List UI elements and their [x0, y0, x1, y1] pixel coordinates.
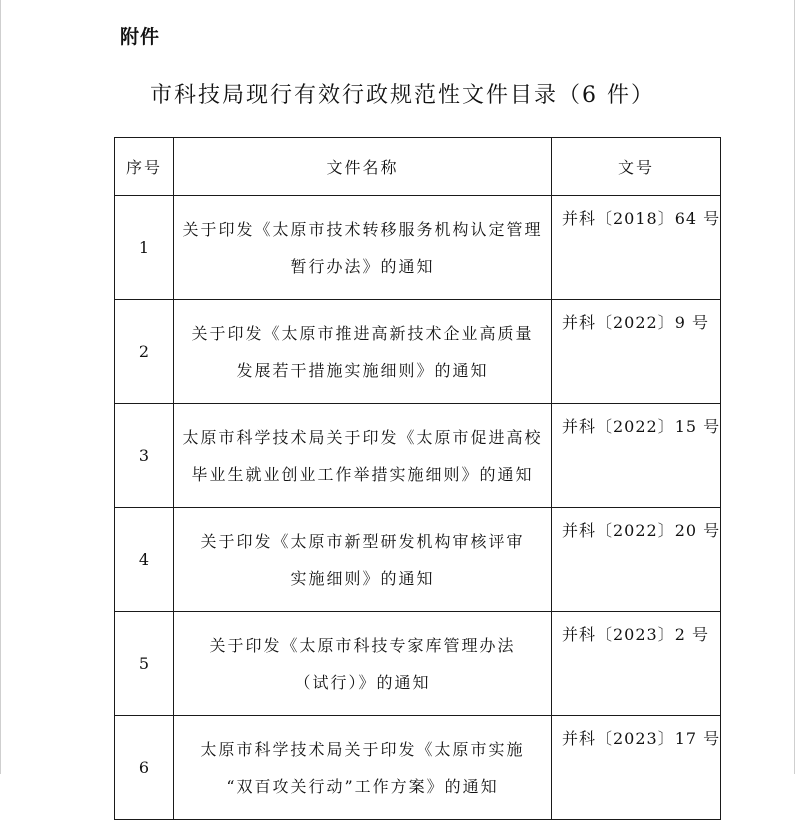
document-name-line: 实施细则》的通知	[290, 568, 435, 588]
table-header-row	[115, 138, 721, 196]
document-name-line: 毕业生就业创业工作举措实施细则》的通知	[191, 464, 534, 484]
row-document-name	[174, 508, 552, 612]
table-row	[115, 508, 721, 612]
header-serial-number: 序号	[115, 138, 174, 196]
document-name-line: 太原市科学技术局关于印发《太原市促进高校	[182, 427, 543, 447]
row-serial-number: 1	[115, 196, 174, 300]
table-row	[115, 716, 721, 820]
document-name-line: “双百攻关行动”工作方案》的通知	[226, 776, 499, 796]
row-serial-number: 5	[115, 612, 174, 716]
header-document-name: 文件名称	[174, 138, 552, 196]
row-document-code: 并科〔2022〕20 号	[552, 508, 721, 612]
row-serial-number: 4	[115, 508, 174, 612]
row-serial-number: 2	[115, 300, 174, 404]
row-document-code: 并科〔2022〕15 号	[552, 404, 721, 508]
row-document-code: 并科〔2023〕2 号	[552, 612, 721, 716]
row-document-code: 并科〔2023〕17 号	[552, 716, 721, 820]
document-name-line: 暂行办法》的通知	[290, 256, 435, 276]
document-name-line: 太原市科学技术局关于印发《太原市实施	[200, 739, 525, 759]
document-name-line: 关于印发《太原市科技专家库管理办法	[209, 635, 516, 655]
document-name-line: 发展若干措施实施细则》的通知	[236, 360, 489, 380]
row-serial-number: 6	[115, 716, 174, 820]
page-title: 市科技局现行有效行政规范性文件目录（6 件）	[150, 83, 655, 108]
document-name-line: （试行）》的通知	[294, 672, 431, 692]
row-document-code: 并科〔2022〕9 号	[552, 300, 721, 404]
table-row	[115, 612, 721, 716]
row-document-name	[174, 404, 552, 508]
document-name-line: 关于印发《太原市新型研发机构审核评审	[200, 531, 525, 551]
table-row	[115, 300, 721, 404]
header-document-code: 文号	[552, 138, 721, 196]
table-row	[115, 404, 721, 508]
row-document-code: 并科〔2018〕64 号	[552, 196, 721, 300]
document-name-line: 关于印发《太原市技术转移服务机构认定管理	[182, 219, 543, 239]
row-document-name	[174, 300, 552, 404]
row-serial-number: 3	[115, 404, 174, 508]
row-document-name	[174, 716, 552, 820]
table-row	[115, 196, 721, 300]
document-name-line: 关于印发《太原市推进高新技术企业高质量	[191, 323, 534, 343]
row-document-name	[174, 612, 552, 716]
attachment-label: 附件	[120, 26, 161, 48]
document-list-table	[114, 137, 721, 820]
page-left-border	[0, 0, 1, 774]
row-document-name	[174, 196, 552, 300]
